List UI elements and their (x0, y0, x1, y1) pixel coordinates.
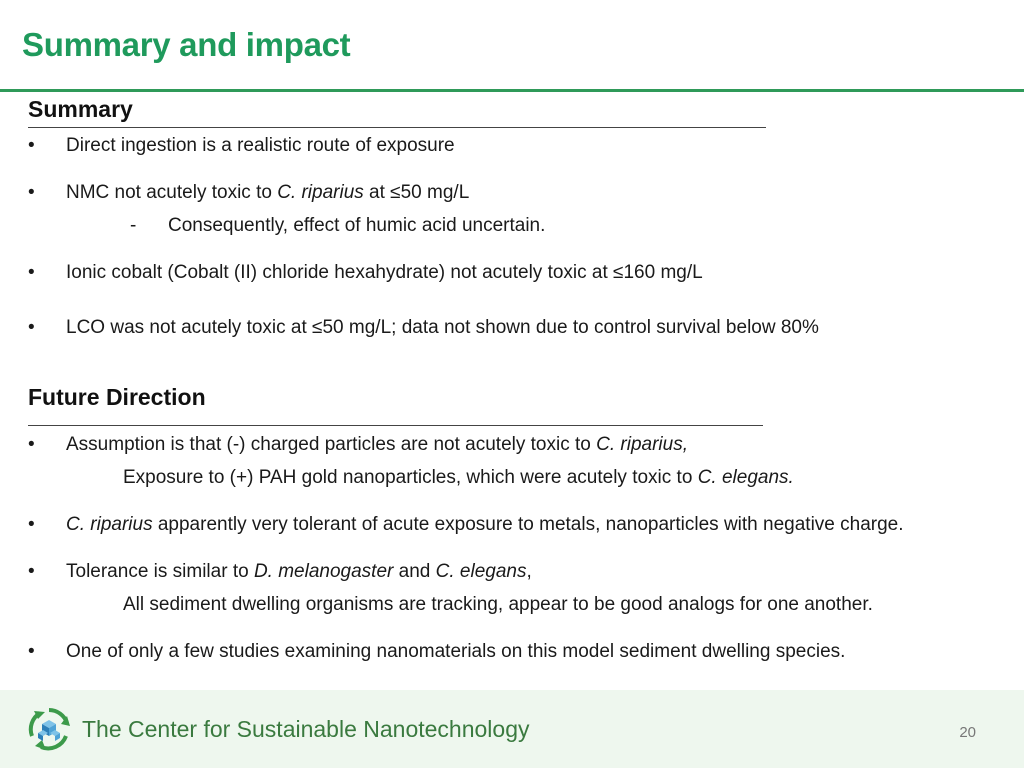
bullet-marker: • (28, 641, 35, 662)
species-name: D. melanogaster (253, 561, 394, 582)
recycle-cubes-icon (26, 706, 72, 752)
species-name: C. riparius, (596, 434, 688, 455)
bullet-marker: • (28, 514, 35, 535)
bullet-text: Ionic cobalt (Cobalt (II) chloride hexahydrate) not acutely toxic at ≤160 mg/L (66, 262, 703, 283)
bullet-text: Direct ingestion is a realistic route of exposure (66, 135, 455, 156)
species-name: C. riparius (66, 514, 153, 535)
summary-heading: Summary (28, 96, 133, 122)
organization-name: The Center for Sustainable Nanotechnology (82, 716, 530, 742)
future-direction-divider (28, 425, 763, 426)
bullet-marker: • (28, 317, 35, 338)
species-name: C. elegans. (697, 467, 794, 488)
bullet-marker: • (28, 262, 35, 283)
bullet-marker: • (28, 182, 35, 203)
bullet-marker: • (28, 561, 35, 582)
future-bullet-1-continuation: Exposure to (+) PAH gold nanoparticles, which were acutely toxic to C. elegans. (123, 467, 794, 488)
page-number: 20 (959, 724, 976, 741)
bullet-text: Tolerance is similar to D. melanogaster and C. elegans, (66, 561, 532, 582)
bullet-text: One of only a few studies examining nanomaterials on this model sediment dwelling species. (66, 641, 846, 662)
sub-bullet-text: Consequently, effect of humic acid uncertain. (168, 215, 546, 236)
bullet-text: C. riparius apparently very tolerant of acute exposure to metals, nanoparticles with negative charge. (66, 514, 904, 535)
title-divider (0, 89, 1024, 92)
species-name: C. elegans (435, 561, 527, 582)
summary-divider (28, 127, 766, 128)
bullet-marker: • (28, 434, 35, 455)
species-name: C. riparius (277, 182, 364, 203)
bullet-text: LCO was not acutely toxic at ≤50 mg/L; data not shown due to control survival below 80% (66, 317, 819, 338)
sub-bullet-dash: - (130, 215, 137, 236)
bullet-text: Assumption is that (-) charged particles are not acutely toxic to C. riparius, (66, 434, 688, 455)
future-direction-heading: Future Direction (28, 384, 206, 410)
slide-title: Summary and impact (22, 26, 351, 63)
bullet-text: NMC not acutely toxic to C. riparius at ≤50 mg/L (66, 182, 470, 203)
bullet-marker: • (28, 135, 35, 156)
future-bullet-3-continuation: All sediment dwelling organisms are tracking, appear to be good analogs for one another. (123, 594, 873, 615)
